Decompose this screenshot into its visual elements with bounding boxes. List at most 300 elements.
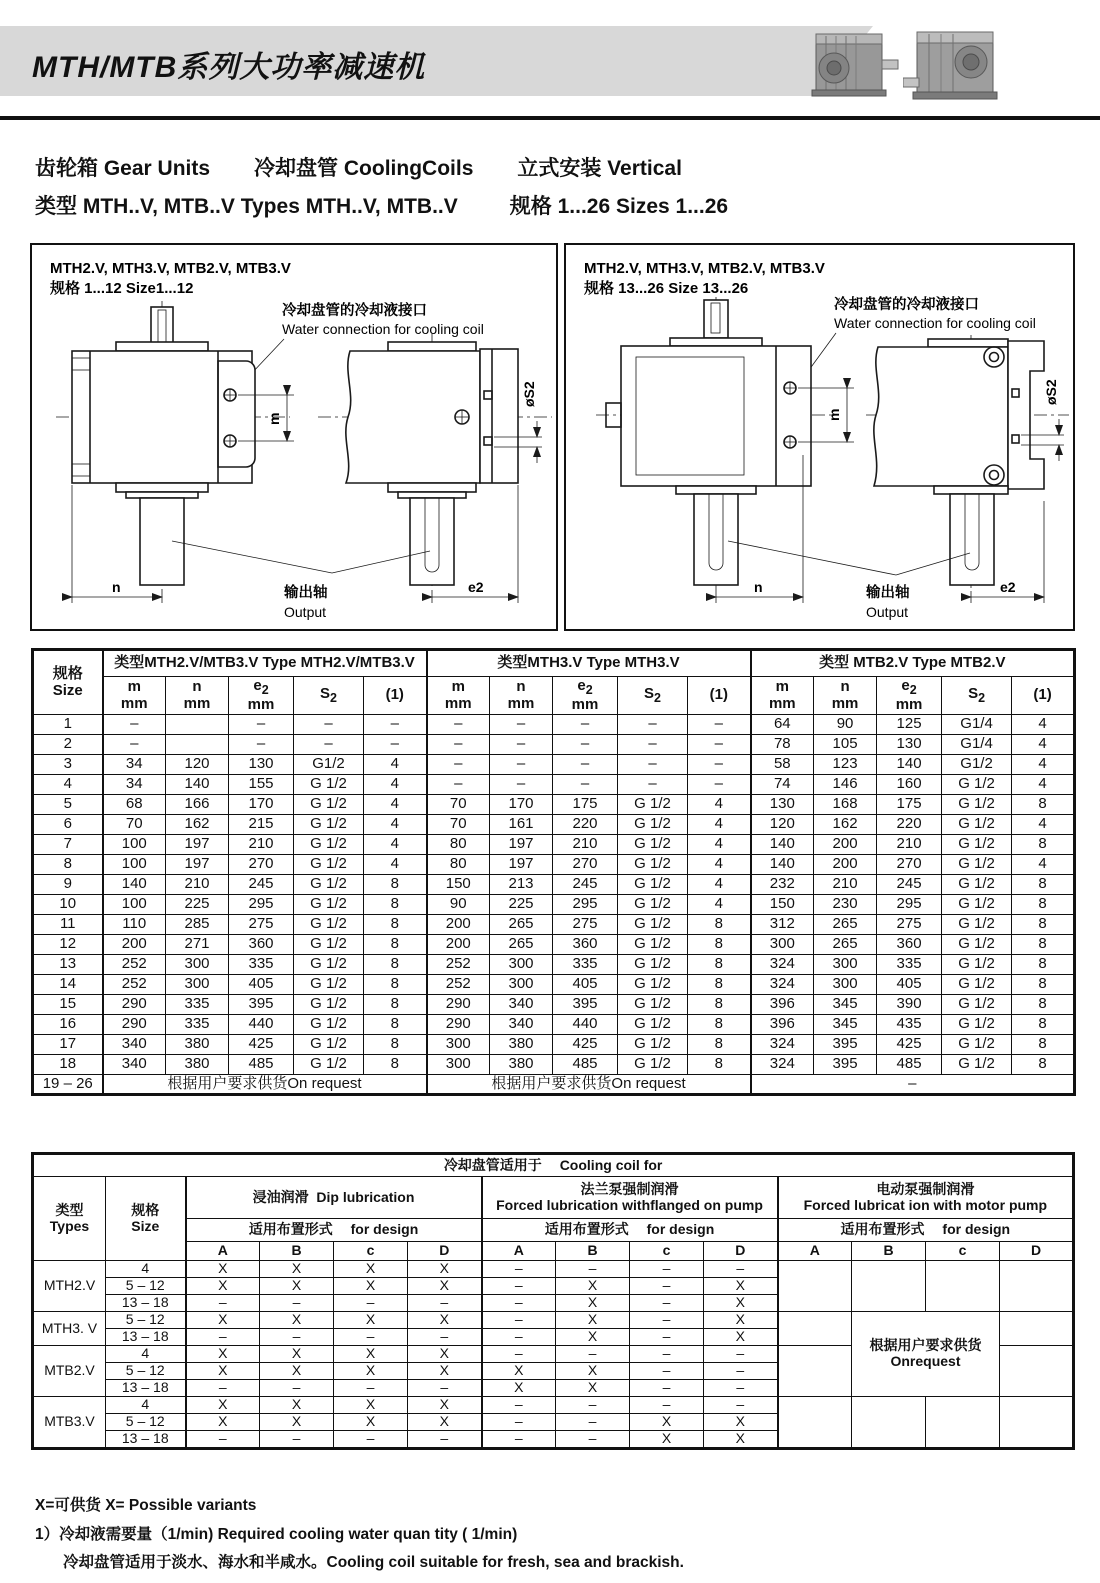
variant-cell: – (630, 1380, 704, 1397)
dim-cell: 8 (1012, 995, 1075, 1015)
col-s2: $S_2$ (294, 677, 364, 715)
dim-cell: 300 (166, 955, 229, 975)
dim-cell: 275 (553, 915, 618, 935)
dim-cell: 300 (751, 935, 814, 955)
dim-table-row (33, 735, 1075, 755)
dim-cell: 4 (1012, 855, 1075, 875)
dim-cell: 4 (688, 875, 751, 895)
water-connection-label-en: Water connection for cooling coil (282, 321, 484, 337)
dim-cell: 8 (364, 915, 427, 935)
dim-cell: 395 (814, 1035, 877, 1055)
dim-cell: G 1/2 (942, 1015, 1012, 1035)
dim-cell: 335 (877, 955, 942, 975)
variant-cell: – (482, 1261, 556, 1278)
variant-cell: X (482, 1363, 556, 1380)
dim-cell: 225 (166, 895, 229, 915)
cooling-table-body (33, 1261, 1074, 1449)
dim-cell: 8 (688, 915, 751, 935)
dim-cell: G 1/2 (294, 855, 364, 875)
design-header-row (33, 1219, 1074, 1242)
note-cooling-water: 1）冷却液需要量（1/min) Required cooling water quan tity ( 1/min) (35, 1525, 518, 1543)
dim-cell: 8 (1012, 1055, 1075, 1075)
design-letter: c (926, 1242, 1000, 1261)
dim-cell: G 1/2 (618, 915, 688, 935)
motor-pump-cell (778, 1312, 852, 1346)
dim-cell: 175 (553, 795, 618, 815)
dim-cell: 324 (751, 975, 814, 995)
dim-cell: 252 (103, 955, 166, 975)
dim-cell: 8 (1012, 795, 1075, 815)
top-header-row (33, 1154, 1074, 1177)
variant-cell: – (556, 1431, 630, 1449)
dim-table-row (33, 795, 1075, 815)
design-letter: B (556, 1242, 630, 1261)
variant-cell: – (186, 1380, 260, 1397)
group-header-mth2-mtb3: 类型MTH2.V/MTB3.V Type MTH2.V/MTB3.V (103, 650, 427, 677)
design-letter: A (186, 1242, 260, 1261)
design-letter: c (630, 1242, 704, 1261)
output-shaft-side (950, 494, 994, 585)
dim-cell: 390 (877, 995, 942, 1015)
size-cell: 4 (106, 1261, 186, 1278)
dim-cell: 8 (1012, 895, 1075, 915)
water-connection-label-cn: 冷却盘管的冷却液接口 (834, 297, 979, 313)
dim-cell: 78 (751, 735, 814, 755)
variant-cell: – (186, 1431, 260, 1449)
dim-cell: 150 (751, 895, 814, 915)
dim-cell: 252 (103, 975, 166, 995)
dim-cell: 396 (751, 995, 814, 1015)
dim-cell: 485 (877, 1055, 942, 1075)
dim-cell: – (553, 715, 618, 735)
dim-cell: 245 (229, 875, 294, 895)
variant-cell: X (260, 1397, 334, 1414)
dim-cell: – (618, 715, 688, 735)
dim-cell: 295 (877, 895, 942, 915)
dim-table-row (33, 835, 1075, 855)
dim-cell: 197 (490, 835, 553, 855)
dim-cell: 4 (1012, 815, 1075, 835)
dim-cell: – (229, 715, 294, 735)
dim-cell: 440 (553, 1015, 618, 1035)
design-letter: D (704, 1242, 778, 1261)
dim-cell: G 1/2 (942, 975, 1012, 995)
dim-cell: G 1/2 (942, 835, 1012, 855)
variant-cell: – (704, 1380, 778, 1397)
lubrication-header-row (33, 1177, 1074, 1219)
dim-cell: 146 (814, 775, 877, 795)
dim-cell: – (618, 755, 688, 775)
variant-cell: – (334, 1380, 408, 1397)
variant-cell: X (334, 1278, 408, 1295)
dim-cell: 210 (814, 875, 877, 895)
cooling-coil-table (31, 1152, 1075, 1450)
dim-cell: 295 (553, 895, 618, 915)
col-n: n mm (490, 677, 553, 715)
dim-cell: 265 (814, 935, 877, 955)
dim-cell: 197 (166, 855, 229, 875)
output-label-cn: 输出轴 (866, 585, 910, 601)
size-cell: 3 (33, 755, 103, 775)
dim-m-label: m (266, 412, 282, 425)
dim-m-label: m (826, 408, 842, 421)
motor-pump-cell (778, 1397, 852, 1449)
dim-cell: G1/4 (942, 715, 1012, 735)
dim-cell: 335 (166, 1015, 229, 1035)
variant-cell: X (260, 1312, 334, 1329)
dim-cell: G 1/2 (294, 775, 364, 795)
variant-cell: X (556, 1329, 630, 1346)
size-cell: 15 (33, 995, 103, 1015)
size-column-header: 规格 Size (106, 1177, 186, 1261)
dim-cell (166, 735, 229, 755)
dim-cell: 200 (814, 835, 877, 855)
dim-cell: 4 (364, 755, 427, 775)
dim-cell: – (103, 715, 166, 735)
dim-e2-label: e2 (468, 579, 484, 595)
size-cell: 6 (33, 815, 103, 835)
dim-cell: 8 (1012, 915, 1075, 935)
gearbox-photo-2 (903, 22, 1013, 106)
dim-cell: 340 (103, 1035, 166, 1055)
dim-cell: G 1/2 (942, 915, 1012, 935)
variant-cell: X (704, 1431, 778, 1449)
dim-cell: 245 (553, 875, 618, 895)
variant-cell: X (186, 1363, 260, 1380)
variant-cell: X (260, 1363, 334, 1380)
variant-cell: – (482, 1278, 556, 1295)
motor-pump-cell (778, 1261, 852, 1312)
dim-cell: – (553, 775, 618, 795)
col-1: (1) (364, 677, 427, 715)
dim-cell: 8 (688, 955, 751, 975)
dim-table-row (33, 1015, 1075, 1035)
variant-cell: X (408, 1312, 482, 1329)
on-request-row (33, 1075, 1075, 1095)
dim-cell: 34 (103, 775, 166, 795)
dim-cell: 8 (688, 975, 751, 995)
dim-cell: 8 (1012, 875, 1075, 895)
size-cell: 12 (33, 935, 103, 955)
variant-cell: X (704, 1278, 778, 1295)
variant-cell: X (260, 1414, 334, 1431)
variant-cell: X (408, 1261, 482, 1278)
dim-cell: – (229, 735, 294, 755)
dim-cell: 380 (166, 1035, 229, 1055)
dim-table-row (33, 875, 1075, 895)
dim-cell: G 1/2 (618, 1015, 688, 1035)
subtitle-cooling-coils: 冷却盘管 CoolingCoils (254, 157, 474, 180)
dim-cell: 360 (877, 935, 942, 955)
output-shaft-front (140, 498, 184, 585)
dim-table-row (33, 895, 1075, 915)
dim-cell: G 1/2 (942, 1055, 1012, 1075)
dim-cell: 123 (814, 755, 877, 775)
dim-cell: G 1/2 (942, 935, 1012, 955)
variant-cell: X (556, 1363, 630, 1380)
dim-cell: 360 (229, 935, 294, 955)
dim-cell: 265 (814, 915, 877, 935)
size-cell: 7 (33, 835, 103, 855)
for-design-header: 适用布置形式 for design (778, 1219, 1074, 1242)
size-cell: 18 (33, 1055, 103, 1075)
dim-cell: 80 (427, 835, 490, 855)
dim-cell: 210 (166, 875, 229, 895)
col-n: n mm (166, 677, 229, 715)
dim-cell: 324 (751, 955, 814, 975)
dim-cell: – (427, 775, 490, 795)
variant-cell: – (408, 1380, 482, 1397)
col-e2: $e_2$ mm (229, 677, 294, 715)
variant-cell: – (630, 1397, 704, 1414)
dim-cell: G 1/2 (294, 875, 364, 895)
output-shaft-front (694, 494, 738, 585)
dim-cell: 335 (229, 955, 294, 975)
dim-s2-label: øS2 (521, 381, 537, 407)
size-cell: 13 – 18 (106, 1329, 186, 1346)
dim-table-footer (33, 1075, 1075, 1095)
dim-cell: 215 (229, 815, 294, 835)
dim-cell: 200 (103, 935, 166, 955)
dim-cell: 210 (877, 835, 942, 855)
variant-cell: X (408, 1346, 482, 1363)
dim-cell: 34 (103, 755, 166, 775)
variant-cell: X (334, 1363, 408, 1380)
drawing-size-range: 规格 13...26 Size 13...26 (584, 280, 749, 297)
variant-cell: – (260, 1329, 334, 1346)
variant-cell: – (704, 1397, 778, 1414)
size-cell: 2 (33, 735, 103, 755)
size-cell: 14 (33, 975, 103, 995)
dim-cell: G 1/2 (618, 1035, 688, 1055)
dim-s2-label: øS2 (1043, 379, 1059, 405)
type-cell: MTB3.V (33, 1397, 106, 1449)
cooling-table-row (33, 1261, 1074, 1278)
dim-cell: G 1/2 (618, 935, 688, 955)
dim-cell: 225 (490, 895, 553, 915)
dim-cell: 213 (490, 875, 553, 895)
dim-table-row (33, 935, 1075, 955)
dim-cell: 270 (553, 855, 618, 875)
dim-cell: G 1/2 (942, 795, 1012, 815)
dim-cell: 405 (229, 975, 294, 995)
output-label-en: Output (284, 604, 327, 620)
variant-cell: X (704, 1329, 778, 1346)
dim-cell: 140 (751, 855, 814, 875)
dimensions-table (31, 648, 1076, 1096)
dim-cell: 4 (1012, 755, 1075, 775)
dim-cell: 300 (814, 955, 877, 975)
dim-cell: 312 (751, 915, 814, 935)
footnotes (35, 1492, 684, 1578)
dim-cell: 265 (490, 915, 553, 935)
motor-pump-cell (852, 1261, 926, 1312)
size-cell: 5 (33, 795, 103, 815)
variant-cell: X (704, 1414, 778, 1431)
dim-cell: 290 (427, 995, 490, 1015)
dim-table-row (33, 815, 1075, 835)
dim-cell: G 1/2 (942, 1035, 1012, 1055)
dim-cell: – (427, 735, 490, 755)
dim-cell: – (618, 735, 688, 755)
dim-cell: 340 (490, 995, 553, 1015)
dim-cell: 300 (490, 975, 553, 995)
variant-cell: X (334, 1261, 408, 1278)
variant-cell: – (630, 1312, 704, 1329)
dim-cell: 435 (877, 1015, 942, 1035)
size-cell: 13 – 18 (106, 1380, 186, 1397)
variant-cell: – (482, 1295, 556, 1312)
dim-cell: 252 (427, 955, 490, 975)
dim-cell: – (294, 735, 364, 755)
dim-cell: 8 (364, 1015, 427, 1035)
note-water-types: 冷却盘管适用于淡水、海水和半咸水。Cooling coil suitable for fresh, sea and brackish. (63, 1554, 684, 1572)
size-cell: 4 (106, 1397, 186, 1414)
dim-cell: G 1/2 (294, 1055, 364, 1075)
size-cell: 5 – 12 (106, 1363, 186, 1380)
size-cell: 19 – 26 (33, 1075, 103, 1095)
design-letter: A (778, 1242, 852, 1261)
dim-cell: 290 (103, 1015, 166, 1035)
dim-cell: 300 (490, 955, 553, 975)
types-column-header: 类型 Types (33, 1177, 106, 1261)
dim-cell: 70 (427, 815, 490, 835)
dim-cell: G 1/2 (294, 955, 364, 975)
variant-cell: X (408, 1414, 482, 1431)
variant-cell: X (186, 1346, 260, 1363)
dim-cell: 8 (364, 1055, 427, 1075)
dim-table-row (33, 995, 1075, 1015)
dim-cell: 74 (751, 775, 814, 795)
dim-cell: 4 (688, 835, 751, 855)
dim-cell: G 1/2 (942, 875, 1012, 895)
motor-pump-cell (926, 1397, 1000, 1449)
col-m: m mm (427, 677, 490, 715)
motor-pump-cell (1000, 1397, 1074, 1449)
dim-cell: G1/2 (942, 755, 1012, 775)
variant-cell: – (408, 1295, 482, 1312)
motor-pump-header: 电动泵强制润滑 Forced lubricat ion with motor pump (778, 1177, 1074, 1219)
dim-cell: 440 (229, 1015, 294, 1035)
dim-cell: 8 (364, 895, 427, 915)
variant-cell: – (556, 1346, 630, 1363)
dim-cell: 168 (814, 795, 877, 815)
dim-cell: 8 (688, 1015, 751, 1035)
dim-cell: 405 (877, 975, 942, 995)
variant-cell: – (482, 1346, 556, 1363)
dim-cell: 162 (166, 815, 229, 835)
col-e2: $e_2$ mm (877, 677, 942, 715)
col-m: m mm (103, 677, 166, 715)
variant-cell: X (482, 1380, 556, 1397)
size-cell: 1 (33, 715, 103, 735)
page-title: MTH/MTB系列大功率减速机 (32, 51, 426, 84)
variant-cell: – (260, 1380, 334, 1397)
dim-cell: 197 (490, 855, 553, 875)
dim-cell: 120 (751, 815, 814, 835)
variant-cell: – (704, 1261, 778, 1278)
dim-cell: 380 (490, 1055, 553, 1075)
variant-cell: – (334, 1295, 408, 1312)
subtitle-line-2 (35, 190, 728, 220)
dim-cell: 100 (103, 855, 166, 875)
dim-cell: G 1/2 (618, 835, 688, 855)
dim-cell: G 1/2 (294, 995, 364, 1015)
dim-table-body (33, 715, 1075, 1075)
output-label-en: Output (866, 604, 909, 620)
variant-cell: X (334, 1397, 408, 1414)
dim-cell: 8 (364, 975, 427, 995)
water-connection-label-cn: 冷却盘管的冷却液接口 (282, 303, 427, 319)
dim-cell: G 1/2 (294, 915, 364, 935)
dim-cell: G 1/2 (942, 775, 1012, 795)
dim-cell: G 1/2 (618, 955, 688, 975)
subtitle-line-1 (35, 152, 682, 182)
dim-cell: 271 (166, 935, 229, 955)
dim-cell: 125 (877, 715, 942, 735)
dim-cell: 4 (364, 795, 427, 815)
dim-cell: 70 (103, 815, 166, 835)
dim-cell: 210 (553, 835, 618, 855)
dim-cell: 140 (877, 755, 942, 775)
motor-pump-cell (926, 1261, 1000, 1312)
dim-cell: 175 (877, 795, 942, 815)
design-letter: D (408, 1242, 482, 1261)
dim-cell: 8 (1012, 835, 1075, 855)
dim-cell: 425 (553, 1035, 618, 1055)
dim-table-row (33, 915, 1075, 935)
subtitle-sizes: 规格 1...26 Sizes 1...26 (509, 195, 729, 218)
group-header-mth3: 类型MTH3.V Type MTH3.V (427, 650, 751, 677)
size-column-header: 规格 Size (33, 650, 103, 715)
dim-cell: 405 (553, 975, 618, 995)
dim-cell: 4 (1012, 735, 1075, 755)
technical-drawing-13-26 (566, 245, 1073, 629)
size-cell: 9 (33, 875, 103, 895)
type-cell: MTH3. V (33, 1312, 106, 1346)
variant-cell: – (482, 1397, 556, 1414)
group-header-mtb2: 类型 MTB2.V Type MTB2.V (751, 650, 1075, 677)
dim-cell: G 1/2 (618, 895, 688, 915)
dim-cell: G 1/2 (942, 815, 1012, 835)
variant-cell: X (408, 1397, 482, 1414)
variant-cell: X (186, 1397, 260, 1414)
dim-cell: G 1/2 (942, 855, 1012, 875)
dim-cell: 300 (814, 975, 877, 995)
size-cell: 11 (33, 915, 103, 935)
dash-cell: – (751, 1075, 1075, 1095)
dim-cell: 161 (490, 815, 553, 835)
type-cell: MTB2.V (33, 1346, 106, 1397)
variant-cell: – (704, 1363, 778, 1380)
dim-n-label: n (112, 579, 121, 595)
size-cell: 10 (33, 895, 103, 915)
dim-cell: 68 (103, 795, 166, 815)
dim-cell: 200 (427, 935, 490, 955)
dim-cell: 360 (553, 935, 618, 955)
dim-cell: G 1/2 (294, 815, 364, 835)
dim-cell: 300 (427, 1055, 490, 1075)
motor-pump-cell (852, 1397, 926, 1449)
dim-cell: 162 (814, 815, 877, 835)
size-cell: 13 – 18 (106, 1431, 186, 1449)
col-m: m mm (751, 677, 814, 715)
variant-cell: – (556, 1414, 630, 1431)
dim-cell: 324 (751, 1055, 814, 1075)
dim-cell: 8 (364, 1035, 427, 1055)
drawing-title: MTH2.V, MTH3.V, MTB2.V, MTB3.V (584, 260, 825, 277)
size-cell: 16 (33, 1015, 103, 1035)
